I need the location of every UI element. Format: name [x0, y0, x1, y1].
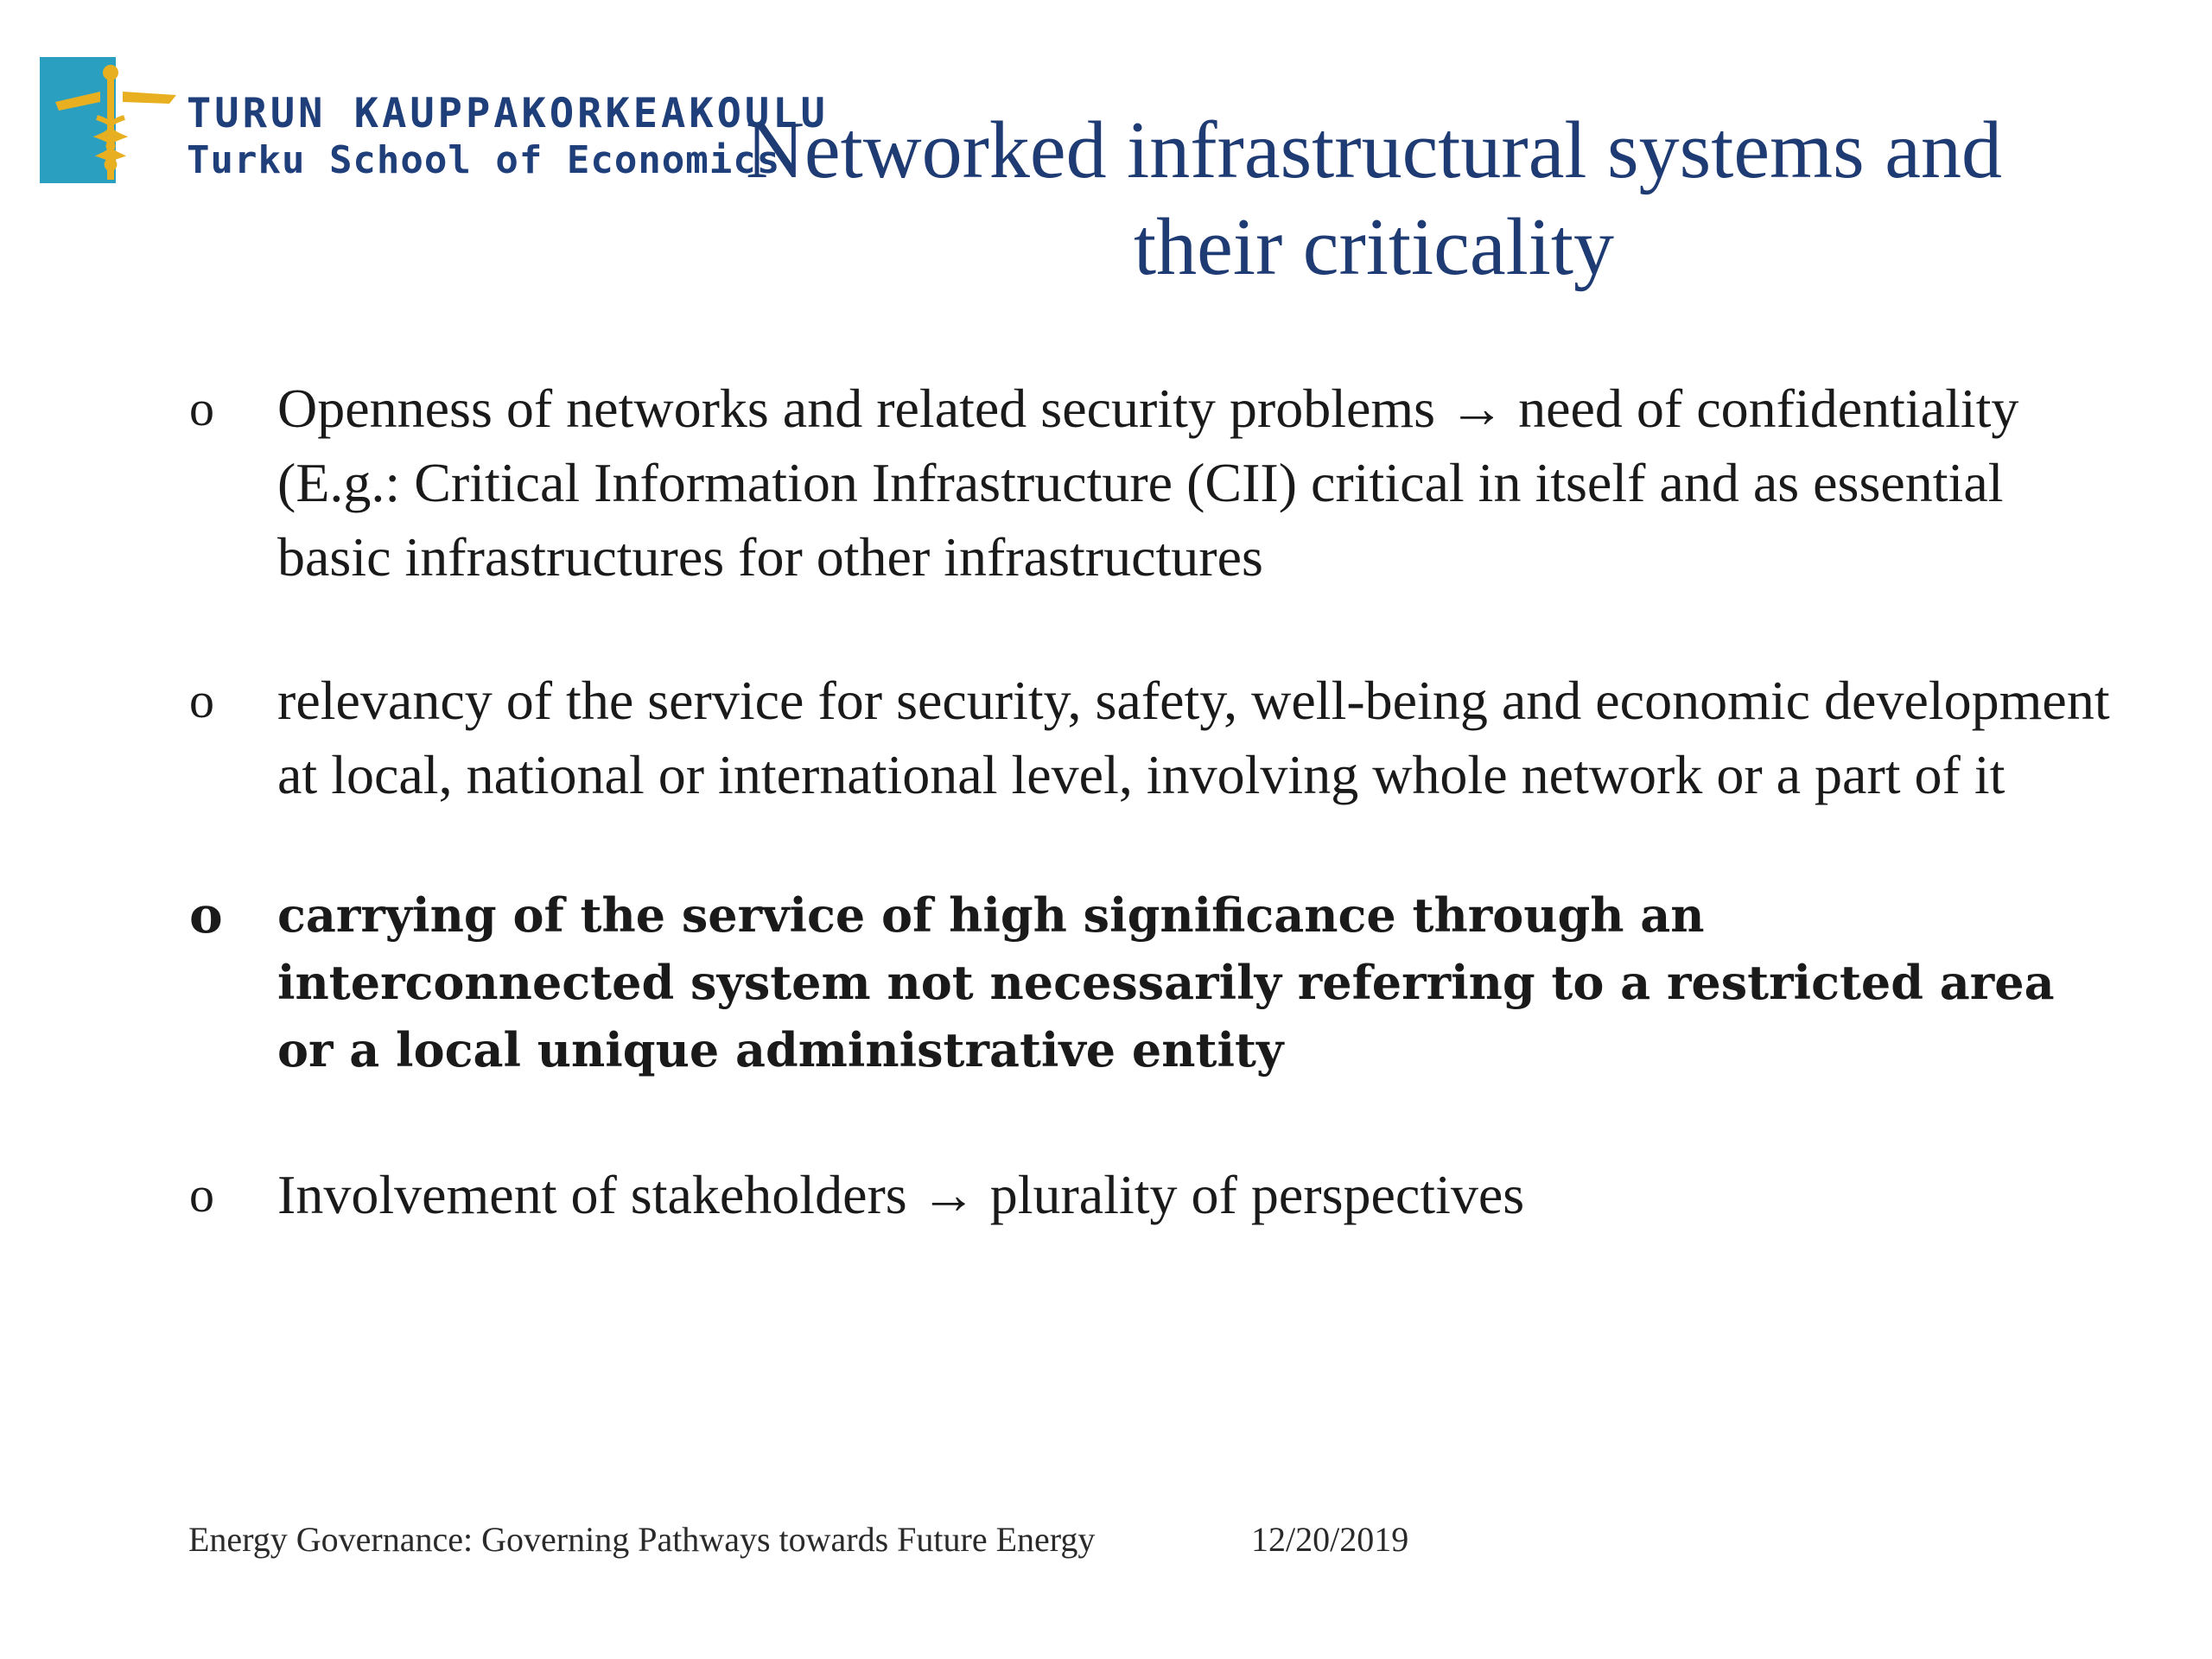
- bullet-item-carrying: [186, 881, 2113, 1084]
- bullet-marker: o: [189, 672, 214, 728]
- logo-line-finnish: TURUN KAUPPAKORKEAKOULU: [187, 90, 829, 137]
- footer-date: 12/20/2019: [1251, 1520, 1409, 1559]
- title-line-2: their criticality: [1134, 202, 1614, 292]
- bullet-text: Openness of networks and related security problems → need of confidentiality (E.g.: Critical Information Infrastructure (CII) critical in itself and as essential basic infrastructures for other infrastructures: [277, 378, 2019, 588]
- logo-line-english: Turku School of Economics: [187, 138, 781, 182]
- bullet-list: [186, 372, 2113, 1301]
- caduceus-icon: [40, 57, 176, 183]
- bullet-item-openness: [186, 372, 2113, 594]
- bullet-item-relevancy: [186, 664, 2113, 812]
- bullet-marker: o: [189, 380, 214, 436]
- slide-title: [622, 102, 2126, 296]
- bullet-text: carrying of the service of high significance through an interconnected system not necessarily referring to a restricted area or a local unique administrative entity: [277, 887, 2055, 1077]
- bullet-text: Involvement of stakeholders → plurality of perspectives: [277, 1164, 1525, 1225]
- bullet-marker: o: [189, 1166, 214, 1223]
- footer-text: Energy Governance: Governing Pathways towards Future Energy: [188, 1520, 1096, 1559]
- title-line-1: Networked infrastructural systems and: [746, 105, 2002, 195]
- bullet-marker: o: [189, 886, 223, 944]
- bullet-text: relevancy of the service for security, safety, well-being and economic development at local, national or international level, involving whole network or a part of it: [277, 670, 2110, 805]
- bullet-item-stakeholders: [186, 1158, 2113, 1232]
